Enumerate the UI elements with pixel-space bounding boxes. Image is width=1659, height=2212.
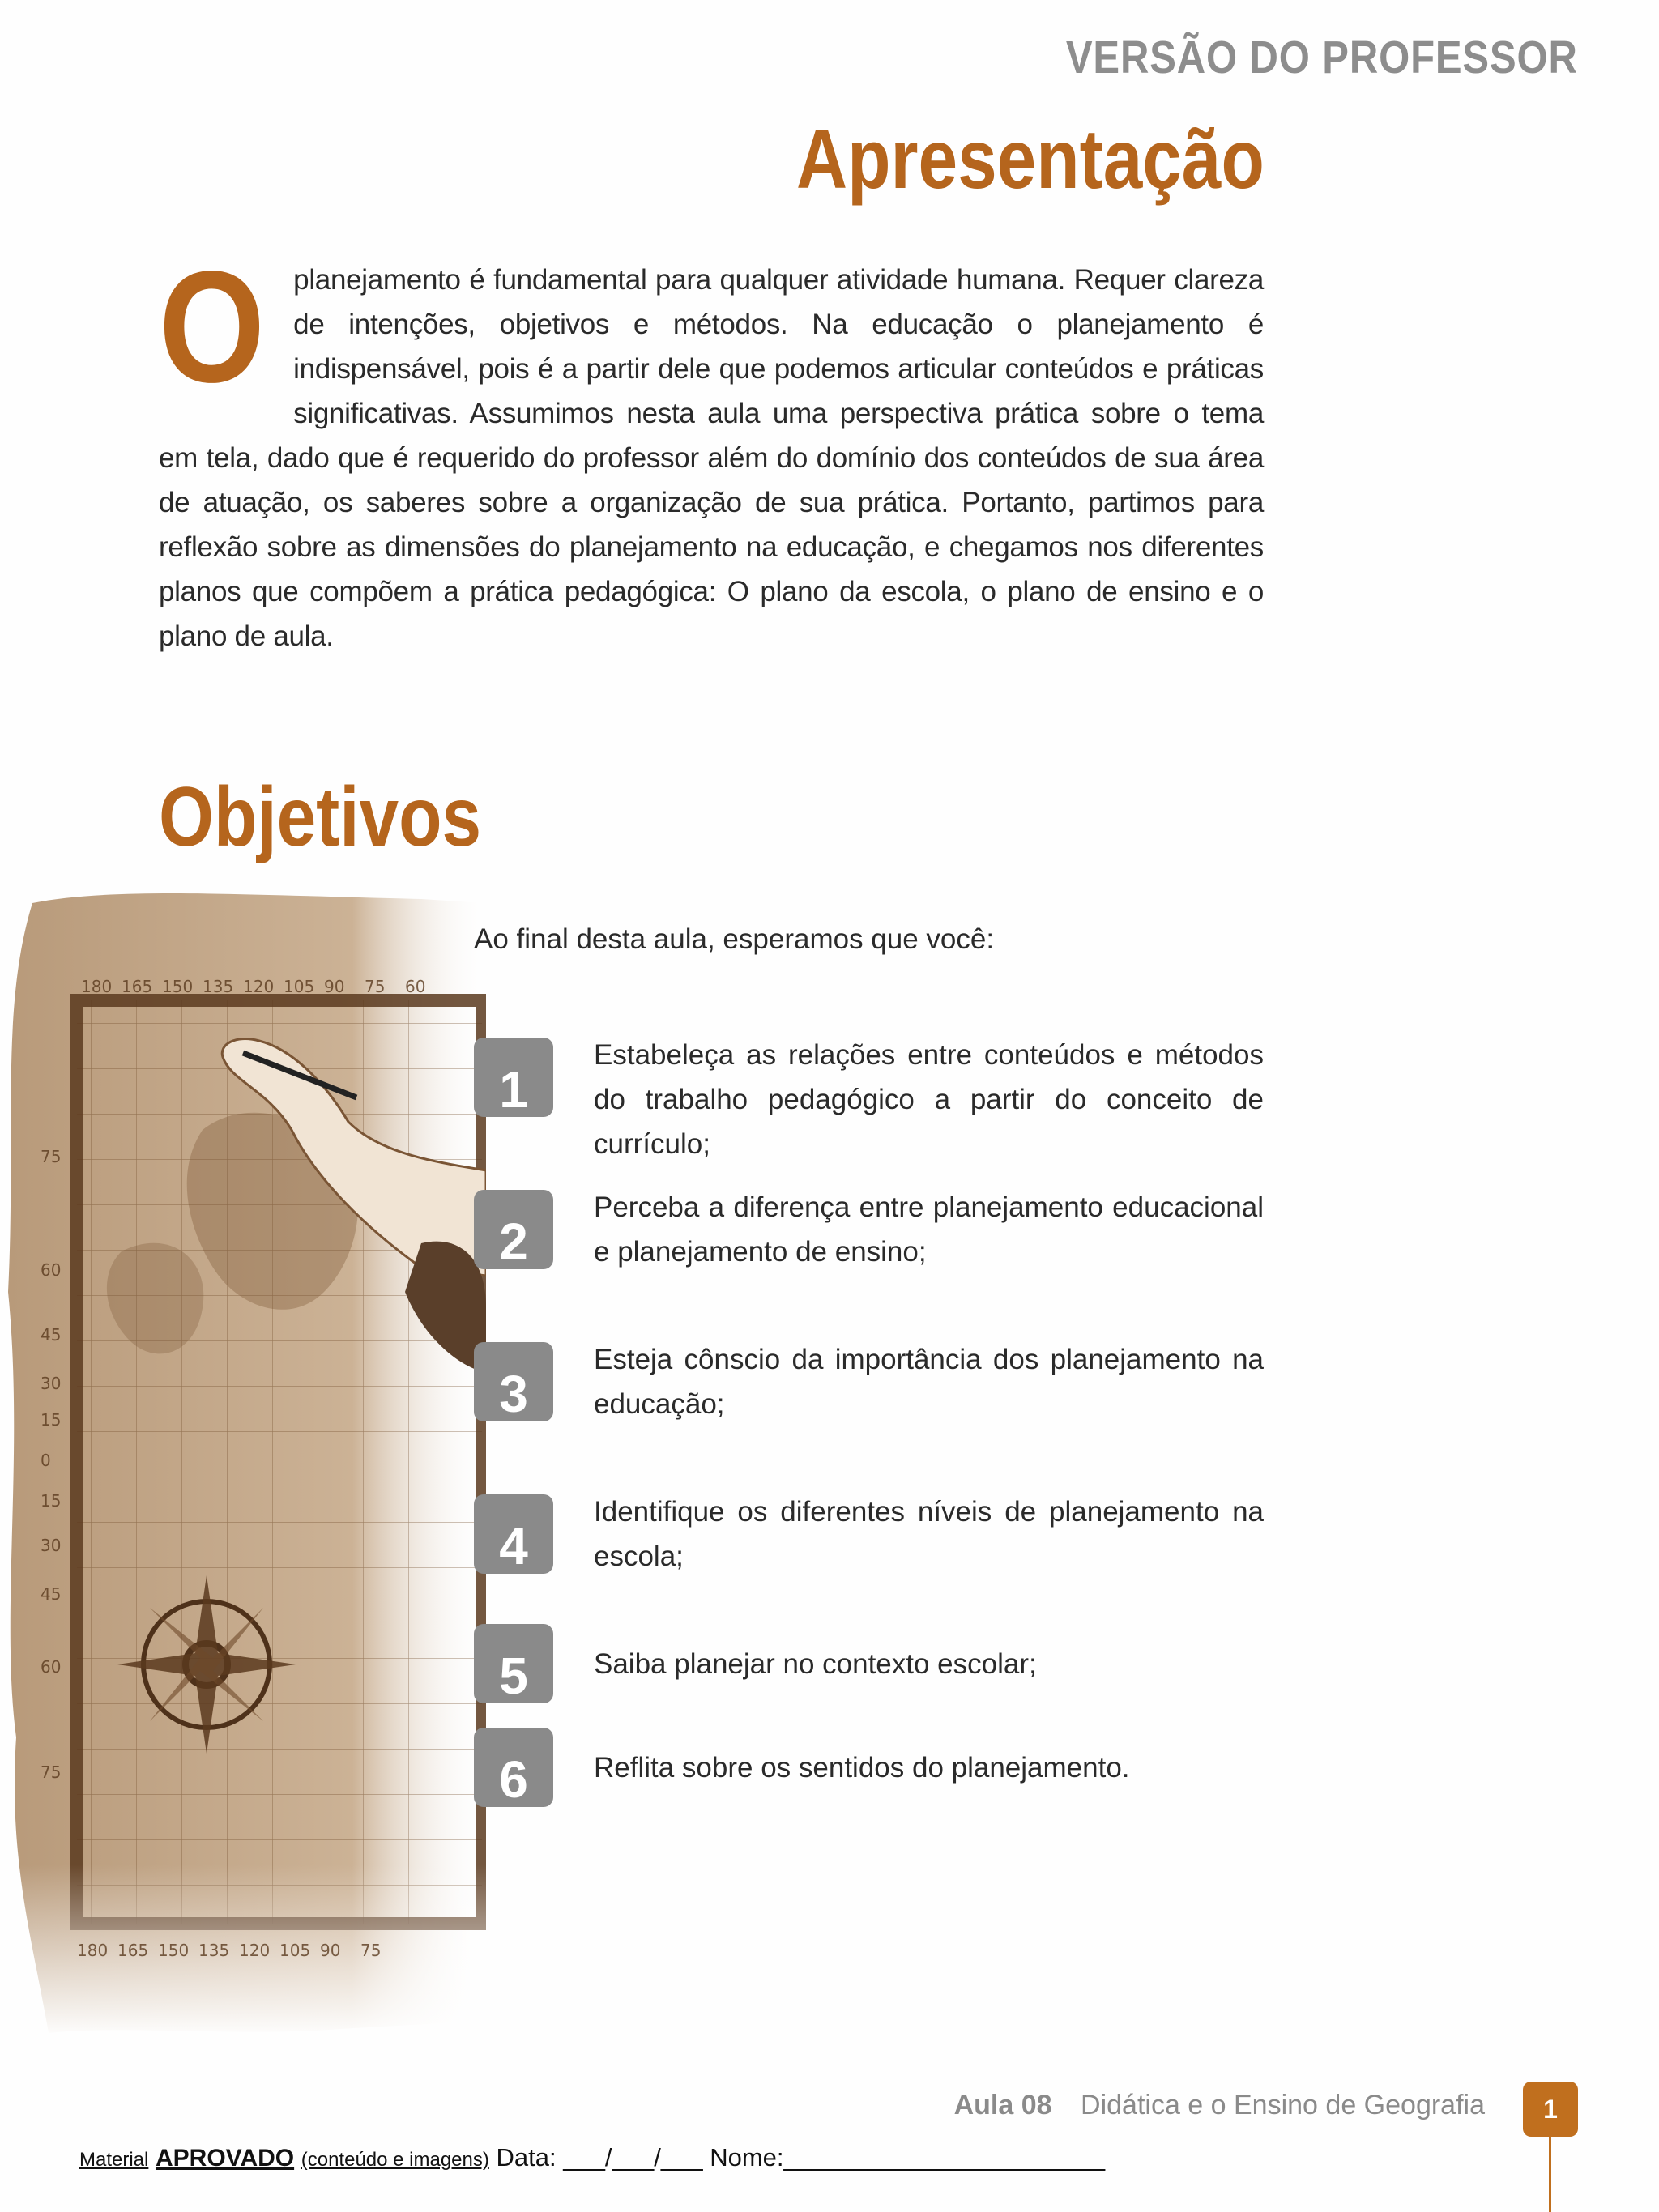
map-tick-bottom: 150: [158, 1941, 190, 1960]
stamp-scope: (conteúdo e imagens): [301, 2149, 489, 2171]
map-tick-bottom: 135: [198, 1941, 230, 1960]
map-illustration: [0, 887, 486, 2037]
map-tick-bottom: 165: [117, 1941, 149, 1960]
map-tick-left: 75: [41, 1147, 62, 1166]
map-tick-bottom: 90: [320, 1941, 341, 1960]
drop-cap: O: [159, 238, 265, 416]
map-tick-bottom: 120: [239, 1941, 271, 1960]
footer-course-name: Didática e o Ensino de Geografia: [1081, 2090, 1485, 2120]
map-tick-top: 90: [324, 977, 345, 996]
objective-text: Reflita sobre os sentidos do planejamento.: [594, 1752, 1130, 1784]
map-tick-left: 15: [41, 1491, 62, 1511]
presentation-title: Apresentação: [796, 113, 1265, 207]
stamp-material: Material: [79, 2149, 149, 2171]
map-tick-top: 135: [203, 977, 234, 996]
objective-number-badge: 3: [474, 1342, 553, 1421]
intro-paragraph: [159, 238, 1264, 658]
map-tick-left: 75: [41, 1762, 62, 1782]
map-tick-left: 0: [41, 1451, 51, 1470]
approval-stamp: [79, 2143, 1105, 2172]
objective-number-badge: 4: [474, 1494, 553, 1574]
objective-text: Esteja cônscio da importância dos planejamento na educação;: [594, 1344, 1264, 1420]
map-tick-bottom: 180: [77, 1941, 109, 1960]
page-number: 1: [1523, 2082, 1578, 2137]
stamp-date: Data: ___/___/___: [496, 2143, 703, 2172]
map-tick-left: 60: [41, 1657, 62, 1677]
stamp-approved: APROVADO: [155, 2145, 295, 2172]
map-tick-top: 105: [284, 977, 315, 996]
objective-number-badge: 1: [474, 1038, 553, 1117]
map-tick-top: 120: [243, 977, 275, 996]
stamp-name: Nome:_______________________: [710, 2143, 1106, 2172]
map-tick-bottom: 75: [360, 1941, 382, 1960]
objectives-intro: Ao final desta aula, esperamos que você:: [474, 923, 995, 955]
objective-text: Perceba a diferença entre planejamento educacional e planejamento de ensino;: [594, 1191, 1264, 1268]
intro-text: planejamento é fundamental para qualquer atividade humana. Requer clareza de intenções, objetivos e métodos. Na educação o planejamento é indispensável, pois é a partir dele que podemos articular conteúdos e práticas significativas. Assumimos nesta aula uma perspectiva prática sobre o tema em tela, dado que é requerido do professor além do domínio dos conteúdos de sua área de atuação, os saberes sobre a organização de sua prática. Portanto, partimos para reflexão sobre as dimensões do planejamento na educação, e chegamos nos diferentes planos que compõem a prática pedagógica: O plano da escola, o plano de ensino e o plano de aula.: [159, 264, 1264, 652]
footer-aula: Aula 08: [953, 2090, 1052, 2120]
map-tick-left: 30: [41, 1536, 62, 1555]
map-tick-top: 150: [162, 977, 194, 996]
page-marker-line: [1549, 2137, 1551, 2212]
map-tick-left: 45: [41, 1325, 62, 1345]
footer-course: [954, 2090, 1485, 2121]
version-label: VERSÃO DO PROFESSOR: [1066, 32, 1578, 83]
map-tick-top: 165: [122, 977, 153, 996]
map-tick-left: 15: [41, 1410, 62, 1430]
map-tick-left: 60: [41, 1260, 62, 1280]
map-tick-top: 60: [405, 977, 426, 996]
map-tick-top: 180: [81, 977, 113, 996]
objective-number-badge: 6: [474, 1728, 553, 1807]
objective-number-badge: 2: [474, 1190, 553, 1269]
map-tick-left: 45: [41, 1584, 62, 1604]
map-tick-left: 30: [41, 1374, 62, 1393]
objectives-title: Objetivos: [159, 770, 482, 864]
map-tick-top: 75: [365, 977, 386, 996]
objective-text: Identifique os diferentes níveis de planejamento na escola;: [594, 1496, 1264, 1572]
objective-number-badge: 5: [474, 1624, 553, 1703]
map-tick-bottom: 105: [279, 1941, 311, 1960]
objective-text: Estabeleça as relações entre conteúdos e métodos do trabalho pedagógico a partir do conceito de currículo;: [594, 1039, 1264, 1160]
objective-text: Saiba planejar no contexto escolar;: [594, 1648, 1037, 1680]
